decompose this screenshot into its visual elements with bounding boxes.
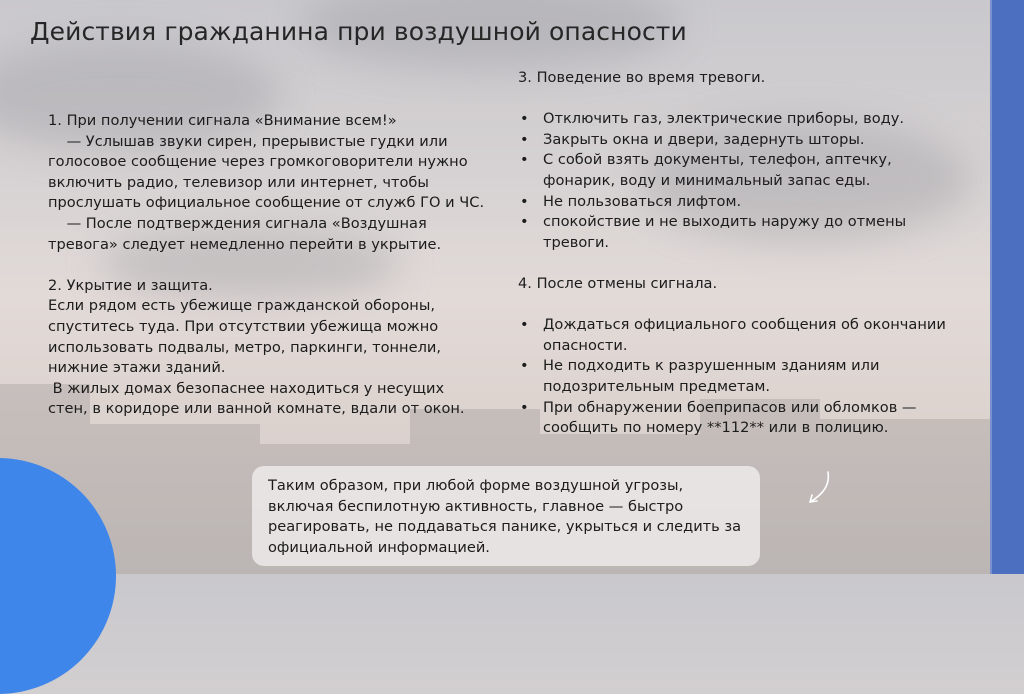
section-1-paragraph: — После подтверждения сигнала «Воздушная тревога» следует немедленно перейти в укрытие.: [48, 214, 442, 253]
list-item: • Отключить газ, электрические приборы, воду.: [518, 109, 958, 130]
summary-text: Таким образом, при любой форме воздушной угрозы, включая беспилотную активность, главное — быстро реагировать, не поддаваться панике, укрыться и следить за официальной информацией.: [268, 477, 742, 556]
section-3-list: [518, 109, 958, 253]
list-item: • Дождаться официального сообщения об окончании опасности.: [518, 315, 958, 356]
right-column: [518, 68, 958, 439]
curved-arrow-icon: [804, 470, 834, 508]
section-1-paragraph: — Услышав звуки сирен, прерывистые гудки или голосовое сообщение через громкоговорители нужно включить радио, телевизор или интернет, чтобы прослушать официальное сообщение от служб ГО и ЧС.: [48, 132, 485, 212]
section-4-heading: 4. После отмены сигнала.: [518, 274, 718, 292]
list-item: • Закрыть окна и двери, задернуть шторы.: [518, 130, 958, 151]
section-3-heading: 3. Поведение во время тревоги.: [518, 69, 766, 86]
section-2-heading: 2. Укрытие и защита.: [48, 276, 213, 294]
list-item: • спокойствие и не выходить наружу до отмены тревоги.: [518, 212, 958, 253]
left-column: [48, 111, 488, 420]
list-item: • При обнаружении боеприпасов или обломков — сообщить по номеру **112** или в полицию.: [518, 398, 958, 439]
section-1-heading: 1. При получении сигнала «Внимание всем!»: [48, 112, 397, 129]
list-item: • С собой взять документы, телефон, аптечку, фонарик, воду и минимальный запас еды.: [518, 150, 958, 191]
list-item: • Не пользоваться лифтом.: [518, 192, 958, 213]
accent-bar: [992, 0, 1024, 574]
list-item: • Не подходить к разрушенным зданиям или подозрительным предметам.: [518, 356, 958, 397]
section-2-paragraph: В жилых домах безопаснее находиться у несущих стен, в коридоре или ванной комнате, вдали от окон.: [48, 379, 465, 418]
section-2-paragraph: Если рядом есть убежище гражданской обороны, спуститесь туда. При отсутствии убежища можно использовать подвалы, метро, паркинги, тоннели, нижние этажи зданий.: [48, 297, 442, 377]
section-4-list: [518, 315, 958, 439]
summary-box: [252, 466, 760, 566]
slide-title: Действия гражданина при воздушной опасности: [30, 17, 687, 46]
